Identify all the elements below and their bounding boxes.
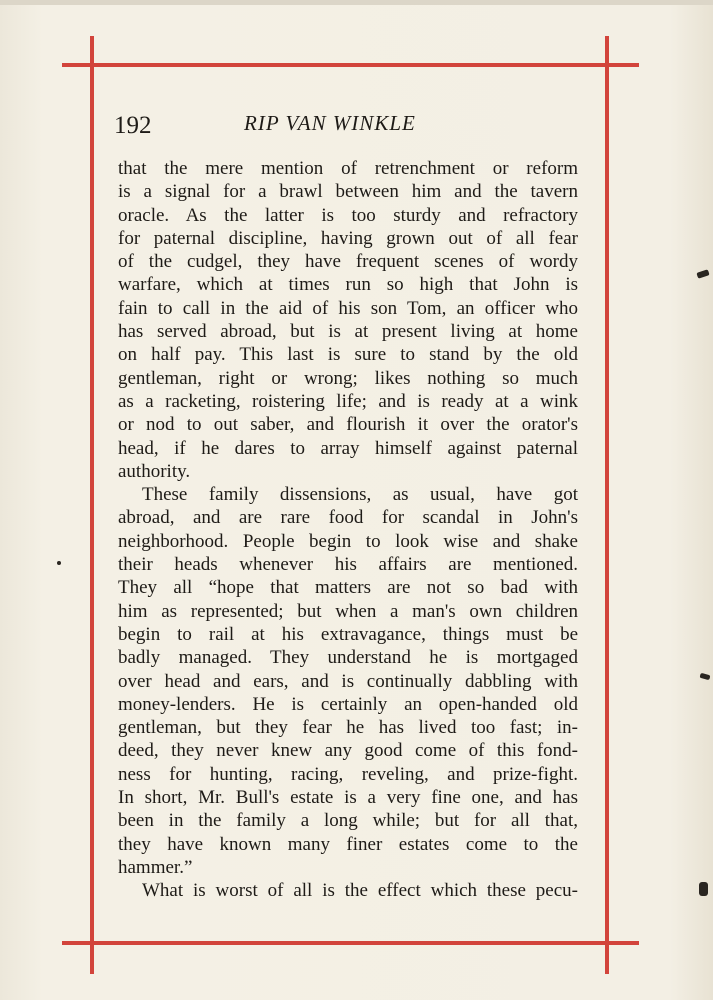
page-top-edge	[0, 0, 713, 5]
text-line: they have known many finer estates come to the	[118, 833, 578, 855]
text-line: authority.	[118, 460, 191, 482]
page-edge-mark	[699, 882, 708, 896]
text-line: They all “hope that matters are not so bad with	[118, 577, 578, 599]
text-line: ness for hunting, racing, reveling, and prize-fight.	[118, 763, 578, 785]
ink-speck	[57, 561, 61, 565]
page-edge-mark	[700, 673, 711, 680]
text-line: gentleman, but they fear he has lived too fast; in-	[118, 717, 578, 739]
red-border-rule-left	[90, 36, 94, 974]
text-line: that the mere mention of retrenchment or reform	[118, 158, 578, 179]
text-line: is a signal for a brawl between him and the tavern	[118, 181, 578, 203]
text-line: deed, they never knew any good come of this fond-	[118, 740, 578, 762]
running-head: RIP VAN WINKLE	[244, 111, 416, 135]
text-line: oracle. As the latter is too sturdy and refractory	[118, 204, 578, 226]
text-line: money-lenders. He is certainly an open-handed old	[118, 693, 578, 715]
text-line: for paternal discipline, having grown out of all fear	[118, 227, 578, 249]
text-line: What is worst of all is the effect which these pecu-	[142, 880, 578, 902]
text-line: fain to call in the aid of his son Tom, an officer who	[118, 297, 578, 319]
page-edge-mark	[696, 269, 709, 278]
red-border-rule-bottom	[62, 941, 639, 945]
text-line: hammer.”	[118, 856, 193, 878]
text-line: on half pay. This last is sure to stand by the old	[118, 344, 578, 366]
text-line: In short, Mr. Bull's estate is a very fine one, and has	[118, 787, 578, 809]
red-border-rule-top	[62, 63, 639, 67]
text-line: him as represented; but when a man's own children	[118, 600, 578, 622]
red-border-rule-right	[605, 36, 609, 974]
text-line: begin to rail at his extravagance, things must be	[118, 623, 578, 645]
page-number: 192	[114, 112, 152, 139]
text-line: These family dissensions, as usual, have got	[142, 484, 578, 506]
text-line: of the cudgel, they have frequent scenes of wordy	[118, 251, 578, 273]
text-line: badly managed. They understand he is mortgaged	[118, 647, 578, 669]
text-line: over head and ears, and is continually dabbling with	[118, 670, 578, 692]
text-line: been in the family a long while; but for all that,	[118, 810, 578, 832]
body-text	[118, 157, 578, 903]
text-line: or nod to out saber, and flourish it over the orator's	[118, 414, 578, 436]
text-line: gentleman, right or wrong; likes nothing so much	[118, 367, 578, 389]
text-line: has served abroad, but is at present living at home	[118, 321, 578, 343]
text-line: neighborhood. People begin to look wise and shake	[118, 530, 578, 552]
text-line: abroad, and are rare food for scandal in John's	[118, 507, 578, 529]
text-line: as a racketing, roistering life; and is ready at a wink	[118, 390, 578, 412]
text-line: their heads whenever his affairs are mentioned.	[118, 554, 578, 576]
text-line: warfare, which at times run so high that John is	[118, 274, 578, 296]
page-header	[114, 108, 584, 142]
text-line: head, if he dares to array himself against paternal	[118, 437, 578, 459]
